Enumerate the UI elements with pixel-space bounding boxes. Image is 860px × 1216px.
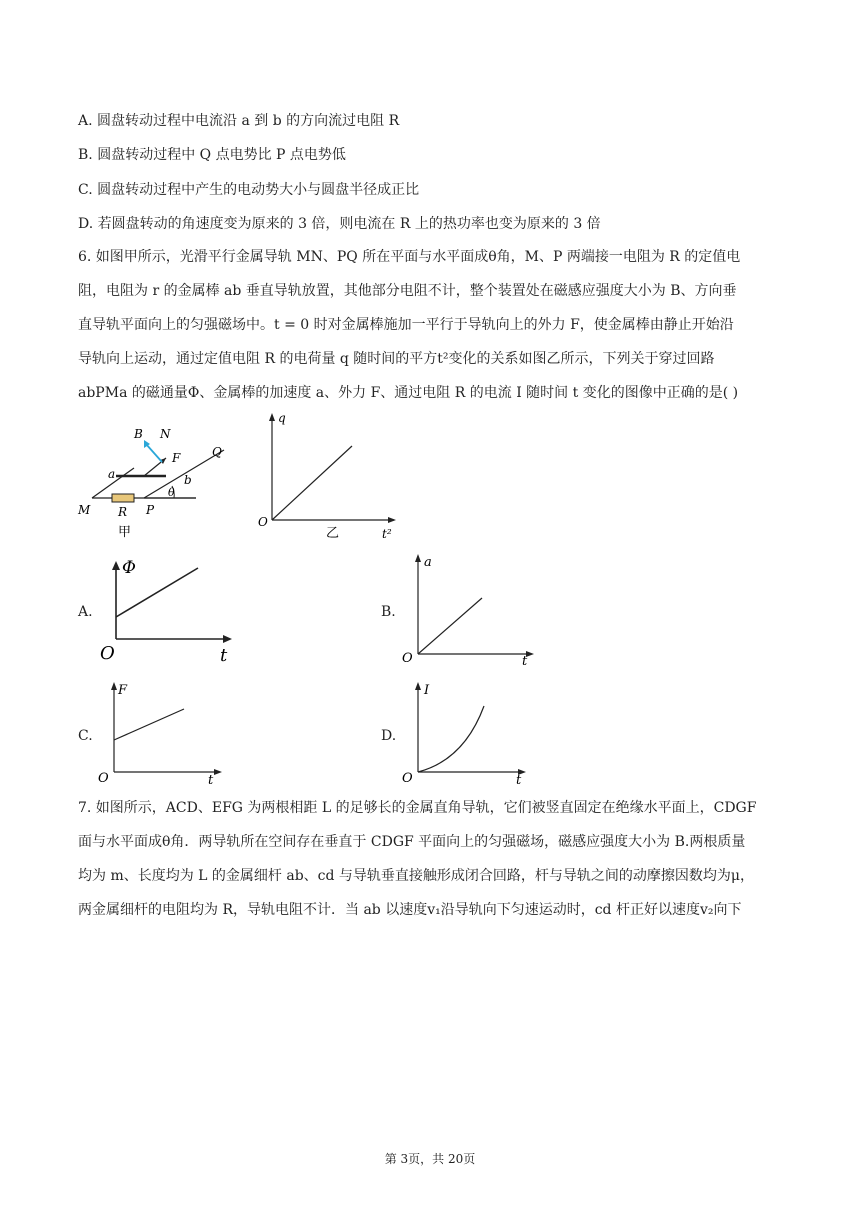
figure-jia-rail-diagram	[74, 420, 234, 545]
q5-option-b: B. 圆盘转动过程中 Q 点电势比 P 点电势低	[78, 147, 346, 163]
q5-option-d: D. 若圆盘转动的角速度变为原来的 3 倍，则电流在 R 上的热功率也变为原来的 3 倍	[78, 216, 601, 232]
fig-jia-label-n: N	[160, 427, 171, 441]
option-c-origin: O	[98, 771, 109, 786]
fig-jia-label-m: M	[78, 503, 91, 517]
fig-yi-xlabel: t²	[382, 527, 392, 541]
fig-jia-label-a: a	[108, 467, 116, 481]
q6-option-c-letter: C.	[78, 728, 93, 744]
fig-jia-label-r: R	[118, 505, 128, 519]
q6-stem-line-5: abPMa 的磁通量Φ、金属棒的加速度 a、外力 F、通过电阻 R 的电流 I 随时间 t 变化的图像中正确的是( )	[78, 385, 739, 401]
option-a-origin: O	[100, 643, 115, 664]
option-b-xlabel: t	[522, 654, 528, 668]
option-b-ylabel: a	[424, 555, 432, 570]
option-c-xlabel: t	[208, 773, 214, 786]
q6-option-c-graph	[94, 678, 234, 786]
option-a-xlabel: t	[220, 645, 228, 666]
q7-stem-line-3: 均为 m、长度均为 L 的金属细杆 ab、cd 与导轨垂直接触形成闭合回路，杆与导轨之间的动摩擦因数均为μ，	[78, 868, 755, 884]
q6-option-a-letter: A.	[78, 604, 93, 620]
option-b-origin: O	[402, 651, 413, 666]
q6-option-d-graph	[398, 678, 538, 786]
fig-yi-ylabel: q	[278, 411, 286, 425]
q6-stem-line-3: 直导轨平面向上的匀强磁场中。t = 0 时对金属棒施加一平行于导轨向上的外力 F，使金属棒由静止开始沿	[78, 317, 734, 333]
q7-stem-line-2: 面与水平面成θ角．两导轨所在空间存在垂直于 CDGF 平面向上的匀强磁场，磁感应强度大小为 B.两根质量	[78, 834, 746, 850]
q6-option-d-letter: D.	[381, 728, 397, 744]
figure-yi-q-graph	[254, 410, 404, 545]
page-footer: 第 3页，共 20页	[384, 1152, 476, 1166]
q6-option-b-graph	[398, 550, 548, 668]
option-a-ylabel: Φ	[122, 558, 136, 578]
option-d-origin: O	[402, 771, 413, 786]
option-d-ylabel: I	[424, 683, 430, 698]
q6-stem-line-1: 6. 如图甲所示，光滑平行金属导轨 MN、PQ 所在平面与水平面成θ角，M、P 两端接一电阻为 R 的定值电	[78, 249, 741, 265]
fig-jia-label-b: B	[134, 427, 143, 441]
q6-option-b-letter: B.	[381, 604, 396, 620]
fig-yi-caption: 乙	[326, 526, 340, 541]
q5-option-c: C. 圆盘转动过程中产生的电动势大小与圆盘半径成正比	[78, 182, 420, 198]
fig-jia-label-f: F	[172, 451, 181, 465]
fig-yi-origin: O	[258, 515, 268, 529]
q6-stem-line-4: 导轨向上运动，通过定值电阻 R 的电荷量 q 随时间的平方t²变化的关系如图乙所示，下列关于穿过回路	[78, 351, 715, 367]
fig-jia-label-b-end: b	[184, 473, 192, 487]
q7-stem-line-1: 7. 如图所示，ACD、EFG 为两根相距 L 的足够长的金属直角导轨，它们被竖直固定在绝缘水平面上，CDGF	[78, 800, 757, 816]
q7-stem-line-4: 两金属细杆的电阻均为 R，导轨电阻不计．当 ab 以速度v₁沿导轨向下匀速运动时，cd 杆正好以速度v₂向下	[78, 902, 742, 918]
fig-jia-label-q: Q	[212, 445, 222, 459]
q6-option-a-graph	[96, 555, 246, 667]
q6-stem-line-2: 阻，电阻为 r 的金属棒 ab 垂直导轨放置，其他部分电阻不计，整个装置处在磁感应强度大小为 B、方向垂	[78, 283, 737, 299]
option-d-xlabel: t	[516, 773, 522, 786]
fig-jia-label-theta: θ	[168, 486, 175, 499]
fig-jia-label-p: P	[146, 503, 155, 517]
option-c-ylabel: F	[118, 683, 128, 698]
fig-jia-caption: 甲	[118, 525, 132, 540]
q5-option-a: A. 圆盘转动过程中电流沿 a 到 b 的方向流过电阻 R	[78, 113, 400, 129]
